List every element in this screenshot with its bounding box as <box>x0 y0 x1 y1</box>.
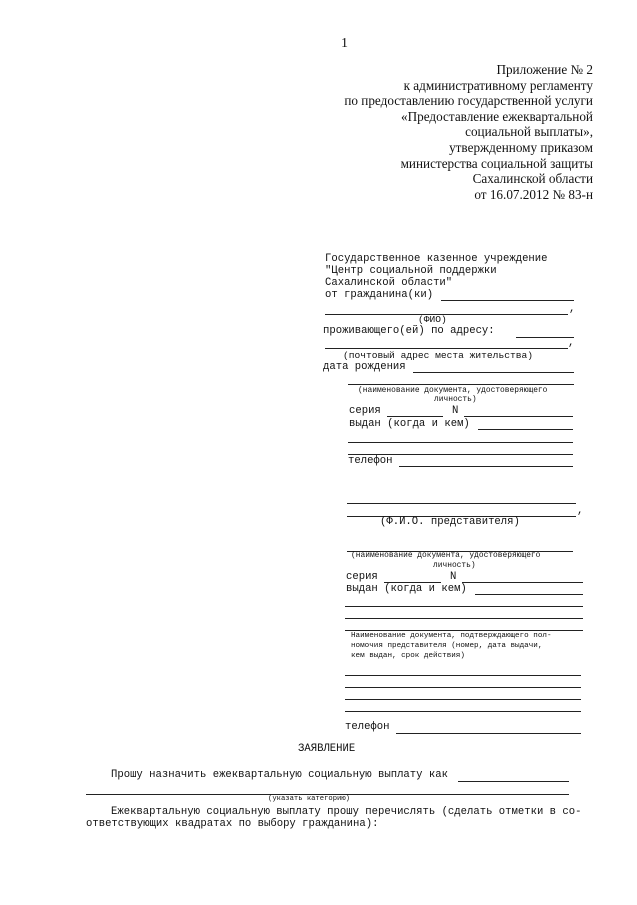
representative-issued-field-2[interactable] <box>345 606 583 607</box>
header-line: к административному регламенту <box>403 77 593 93</box>
statement-request: Прошу назначить ежеквартальную социальную выплату как <box>111 769 448 781</box>
header-line: Сахалинской области <box>472 171 593 187</box>
applicant-doc-caption-1: (наименование документа, удостоверяющего <box>358 386 548 395</box>
fio-caption: (ФИО) <box>418 314 447 325</box>
authority-caption-line: Наименование документа, подтверждающего пол- <box>351 632 552 640</box>
applicant-doc-field[interactable] <box>348 384 574 385</box>
header-line: от 16.07.2012 № 83-н <box>474 186 593 202</box>
residing-label: проживающего(ей) по адресу: <box>323 325 495 337</box>
applicant-issued-field-2[interactable] <box>348 442 573 443</box>
applicant-issued-label: выдан (когда и кем) <box>349 418 470 430</box>
applicant-phone-field[interactable] <box>399 466 573 467</box>
addressee-line-3: Сахалинской области" <box>325 277 453 289</box>
addressee-line-1: Государственное казенное учреждение <box>325 253 548 265</box>
representative-doc-caption-1: (наименование документа, удостоверяющего <box>351 551 541 560</box>
representative-phone-label: телефон <box>345 721 390 733</box>
representative-fio-caption: (Ф.И.О. представителя) <box>380 516 520 528</box>
representative-fio-field[interactable] <box>347 503 576 504</box>
header-block <box>344 62 593 202</box>
page-number: 1 <box>341 36 348 51</box>
applicant-series-label: серия <box>349 405 381 417</box>
representative-phone-field[interactable] <box>396 733 581 734</box>
applicant-series-field[interactable] <box>387 416 443 417</box>
representative-number-field[interactable] <box>462 582 583 583</box>
representative-issued-field-3[interactable] <box>345 618 583 619</box>
representative-issued-label: выдан (когда и кем) <box>346 583 467 595</box>
address-comma: , <box>568 337 575 349</box>
header-line: министерства социальной защиты <box>400 155 593 171</box>
header-line: Приложение № 2 <box>496 62 593 77</box>
address-field-2[interactable] <box>325 348 568 349</box>
representative-authority-caption <box>351 631 552 662</box>
representative-issued-field[interactable] <box>475 594 583 595</box>
applicant-number-label: N <box>452 405 459 417</box>
header-line: утвержденному приказом <box>449 139 593 155</box>
category-caption: (указать категорию) <box>268 795 350 803</box>
statement-title: ЗАЯВЛЕНИЕ <box>298 743 356 755</box>
representative-doc-caption-2: личность) <box>433 561 476 570</box>
from-field[interactable] <box>441 300 574 301</box>
applicant-number-field[interactable] <box>464 416 573 417</box>
authority-caption-line: кем выдан, срок действия) <box>351 652 465 661</box>
applicant-phone-label: телефон <box>348 455 393 467</box>
from-label: от гражданина(ки) <box>325 289 434 301</box>
applicant-issued-field[interactable] <box>478 429 573 430</box>
header-line: социальной выплаты», <box>465 124 593 140</box>
transfer-text-2: ответствующих квадратах по выбору гражданина): <box>86 818 379 830</box>
address-field[interactable] <box>516 337 574 338</box>
birth-label: дата рождения <box>323 361 406 373</box>
representative-authority-field-4[interactable] <box>345 711 581 712</box>
addressee-line-2: "Центр социальной поддержки <box>325 265 497 277</box>
transfer-text-1: Ежеквартальную социальную выплату прошу перечислять (сделать отметки в со- <box>111 806 582 818</box>
fio-comma: , <box>569 303 576 315</box>
representative-authority-field[interactable] <box>345 675 581 676</box>
representative-series-label: серия <box>346 571 378 583</box>
representative-authority-field-2[interactable] <box>345 687 581 688</box>
representative-comma: , <box>577 505 584 517</box>
authority-caption-line: номочия представителя (номер, дата выдачи, <box>351 642 543 651</box>
header-line: по предоставлению государственной услуги <box>344 93 593 109</box>
applicant-doc-caption-2: личность) <box>434 395 477 404</box>
birth-date-field[interactable] <box>413 372 574 373</box>
category-field[interactable] <box>458 781 569 782</box>
representative-authority-field-3[interactable] <box>345 699 581 700</box>
header-line: «Предоставление ежеквартальной <box>401 108 593 124</box>
representative-number-label: N <box>450 571 457 583</box>
address-caption: (почтовый адрес места жительства) <box>343 350 533 361</box>
